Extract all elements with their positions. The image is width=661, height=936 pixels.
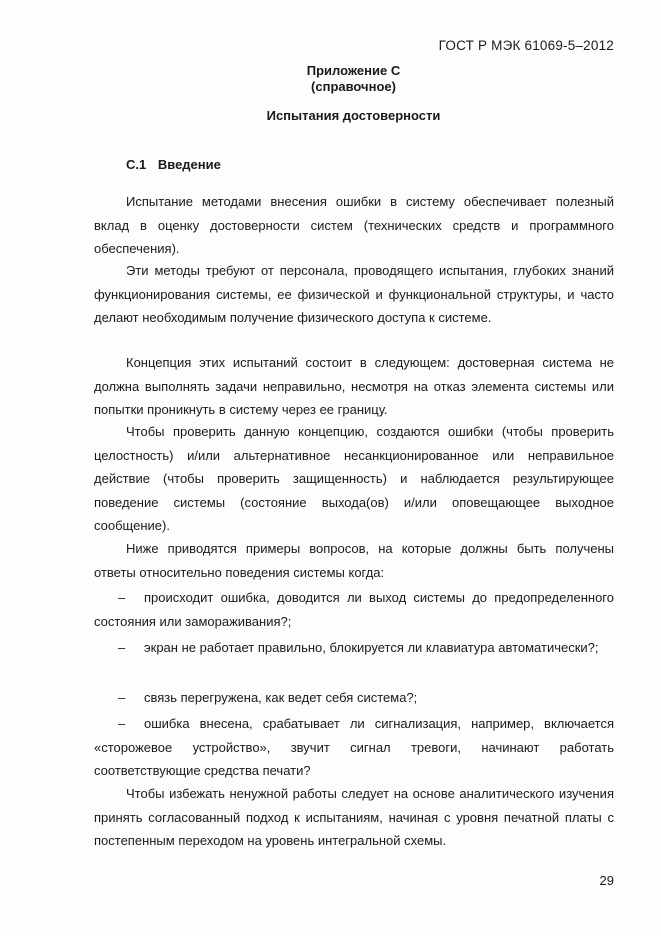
appendix-type: (справочное) <box>311 79 396 94</box>
paragraph: Испытание методами внесения ошибки в систему обеспечивает полезный вклад в оценку достоверности систем (технических средств и программного обеспечения). <box>94 194 614 256</box>
section-heading <box>126 157 221 172</box>
section-number: С.1 <box>126 157 147 172</box>
paragraph: Концепция этих испытаний состоит в следующем: достоверная система не должна выполнять задачи неправильно, несмотря на отказ элемента системы или попытки проникнуть в систему через ее границу. <box>94 355 614 417</box>
appendix-heading <box>0 63 661 95</box>
dash-bullet: – <box>118 716 126 731</box>
question-item-1 <box>94 586 614 633</box>
appendix-label: Приложение С <box>306 63 401 78</box>
question-text: связь перегружена, как ведет себя система?; <box>144 690 418 705</box>
question-item-2 <box>94 636 614 660</box>
paragraph-4-block <box>94 420 614 538</box>
question-item-4 <box>94 712 614 783</box>
paragraph: Чтобы избежать ненужной работы следует на основе аналитического изучения принять согласованный подход к испытаниям, начиная с уровня печатной платы с постепенным переходом на уровень интегральной схемы. <box>94 786 614 848</box>
standard-header: ГОСТ Р МЭК 61069-5–2012 <box>438 38 614 53</box>
question-item-3 <box>94 686 614 710</box>
question-text: экран не работает правильно, блокируется ли клавиатура автоматически?; <box>144 640 599 655</box>
dash-bullet: – <box>118 690 126 705</box>
paragraph-3-block <box>94 351 614 422</box>
paragraph: Чтобы проверить данную концепцию, создаются ошибки (чтобы проверить целостность) и/или альтернативное несанкционированное или неправильное действие (чтобы проверить защищенность) и наблюдается результирующее поведение системы (состояние выхода(ов) и/или оповещающее выходное сообщение). <box>94 424 614 533</box>
question-text: происходит ошибка, доводится ли выход системы до предопределенного состояния или замораживания?; <box>94 590 614 629</box>
paragraph-1-block <box>94 190 614 261</box>
paragraph-2-block <box>94 259 614 330</box>
paragraph-5-block <box>94 537 614 584</box>
question-text: ошибка внесена, срабатывает ли сигнализация, например, включается «сторожевое устройство», звучит сигнал тревоги, начинают работать соответствующие средства печати? <box>94 716 614 778</box>
dash-bullet: – <box>118 640 126 655</box>
page-title: Испытания достоверности <box>266 108 441 123</box>
dash-bullet: – <box>118 590 126 605</box>
paragraph: Эти методы требуют от персонала, проводящего испытания, глубоких знаний функционирования системы, ее физической и функциональной структуры, и часто делают необходимым получение физического доступа к системе. <box>94 263 614 325</box>
page-number: 29 <box>599 873 614 888</box>
paragraph-6-block <box>94 782 614 853</box>
paragraph: Ниже приводятся примеры вопросов, на которые должны быть получены ответы относительно поведения системы когда: <box>94 541 614 580</box>
section-title: Введение <box>157 157 221 172</box>
